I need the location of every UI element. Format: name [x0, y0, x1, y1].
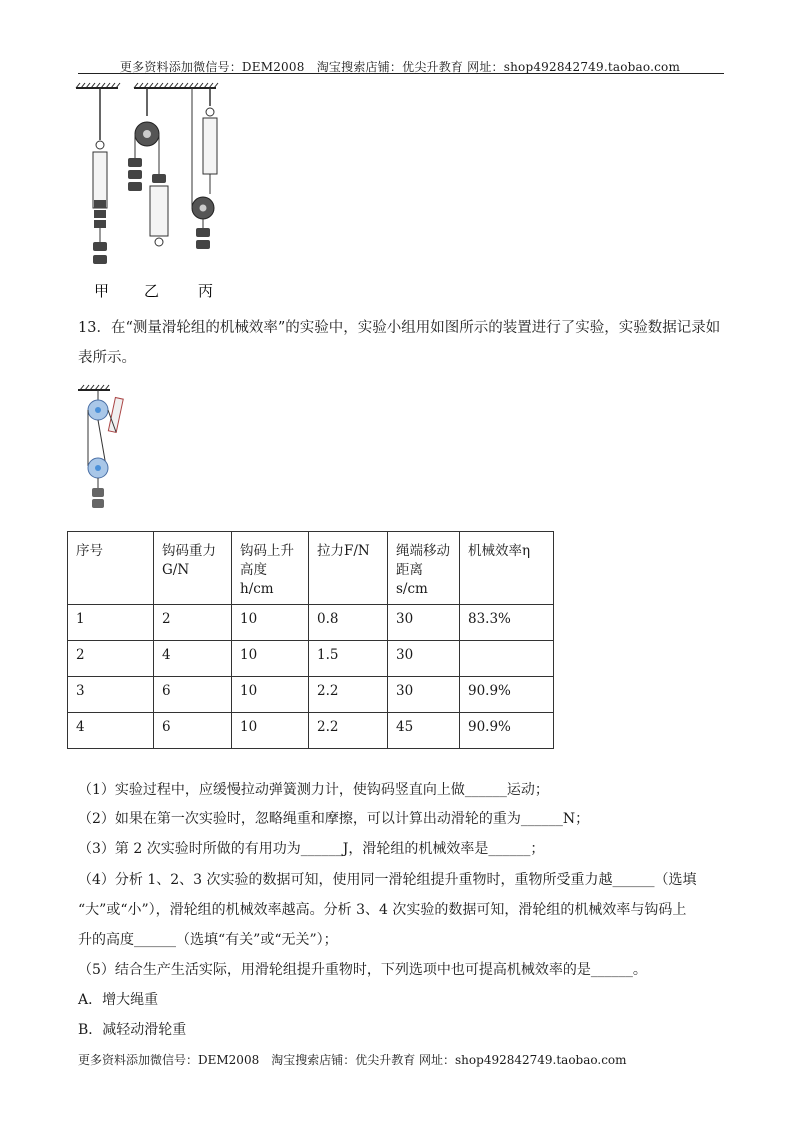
question-13-text: 13．在“测量滑轮组的机械效率”的实验中，实验小组用如图所示的装置进行了实验，实验数据记录如	[78, 320, 721, 336]
table-cell	[460, 641, 554, 677]
pulley-figure-1	[70, 82, 230, 304]
subquestion-4-cont: “大”或“小”），滑轮组的机械效率越高。分析 3、4 次实验的数据可知，滑轮组的机械效率与钩码上	[78, 902, 687, 918]
table-cell: 90.9%	[460, 677, 554, 713]
table-header-cell: 机械效率η	[460, 532, 554, 605]
table-cell: 30	[388, 605, 460, 641]
ceiling-hatch	[76, 83, 218, 88]
table-cell: 10	[232, 677, 309, 713]
table-row	[68, 641, 554, 677]
table-cell: 1.5	[309, 641, 388, 677]
option-a: A．增大绳重	[78, 992, 159, 1008]
setup-yi	[128, 88, 168, 246]
table-cell: 45	[388, 713, 460, 749]
pulley-block-figure	[76, 384, 136, 514]
page-footer: 更多资料添加微信号：DEM2008 淘宝搜索店铺：优尖升教育 网址：shop492842749.taobao.com	[78, 1053, 627, 1067]
table-header-cell: 钩码上升高度h/cm	[232, 532, 309, 605]
table-header-row	[68, 532, 554, 605]
table-cell: 10	[232, 641, 309, 677]
figure-label-jia: 甲	[94, 282, 110, 300]
table-cell: 10	[232, 713, 309, 749]
header-divider	[78, 73, 724, 74]
page-header: 更多资料添加微信号：DEM2008 淘宝搜索店铺：优尖升教育 网址：shop492842749.taobao.com	[119, 60, 681, 74]
subquestion-5: （5）结合生产生活实际，用滑轮组提升重物时，下列选项中也可提高机械效率的是______。	[78, 962, 647, 978]
table-cell: 6	[154, 713, 232, 749]
setup-jia	[93, 88, 107, 264]
table-row	[68, 605, 554, 641]
table-cell: 2.2	[309, 713, 388, 749]
table-cell: 90.9%	[460, 713, 554, 749]
table-cell: 30	[388, 677, 460, 713]
table-header-cell: 钩码重力G/N	[154, 532, 232, 605]
table-cell: 83.3%	[460, 605, 554, 641]
table-cell: 3	[68, 677, 154, 713]
table-cell: 1	[68, 605, 154, 641]
figure-label-yi: 乙	[144, 282, 160, 300]
setup-bing	[192, 88, 217, 249]
option-b: B．减轻动滑轮重	[78, 1022, 187, 1038]
table-cell: 6	[154, 677, 232, 713]
table-cell: 4	[154, 641, 232, 677]
table-cell: 0.8	[309, 605, 388, 641]
table-cell: 10	[232, 605, 309, 641]
table-row	[68, 677, 554, 713]
table-header-cell: 拉力F/N	[309, 532, 388, 605]
table-header-cell: 绳端移动距离s/cm	[388, 532, 460, 605]
figure-label-bing: 丙	[198, 282, 214, 300]
subquestion-2: （2）如果在第一次实验时，忽略绳重和摩擦，可以计算出动滑轮的重为______N；	[78, 811, 590, 827]
table-cell: 30	[388, 641, 460, 677]
subquestion-4-end: 升的高度______（选填“有关”或“无关”）；	[78, 932, 338, 948]
data-table	[67, 531, 554, 749]
table-cell: 4	[68, 713, 154, 749]
subquestion-1: （1）实验过程中，应缓慢拉动弹簧测力计，使钩码竖直向上做______运动；	[78, 782, 549, 798]
table-row	[68, 713, 554, 749]
subquestion-3: （3）第 2 次实验时所做的有用功为______J，滑轮组的机械效率是______；	[78, 841, 545, 857]
table-cell: 2	[154, 605, 232, 641]
table-cell: 2	[68, 641, 154, 677]
subquestion-4: （4）分析 1、2、3 次实验的数据可知，使用同一滑轮组提升重物时，重物所受重力越______（选填	[78, 872, 697, 888]
table-header-cell: 序号	[68, 532, 154, 605]
question-13-text-cont: 表所示。	[78, 350, 136, 366]
table-cell: 2.2	[309, 677, 388, 713]
